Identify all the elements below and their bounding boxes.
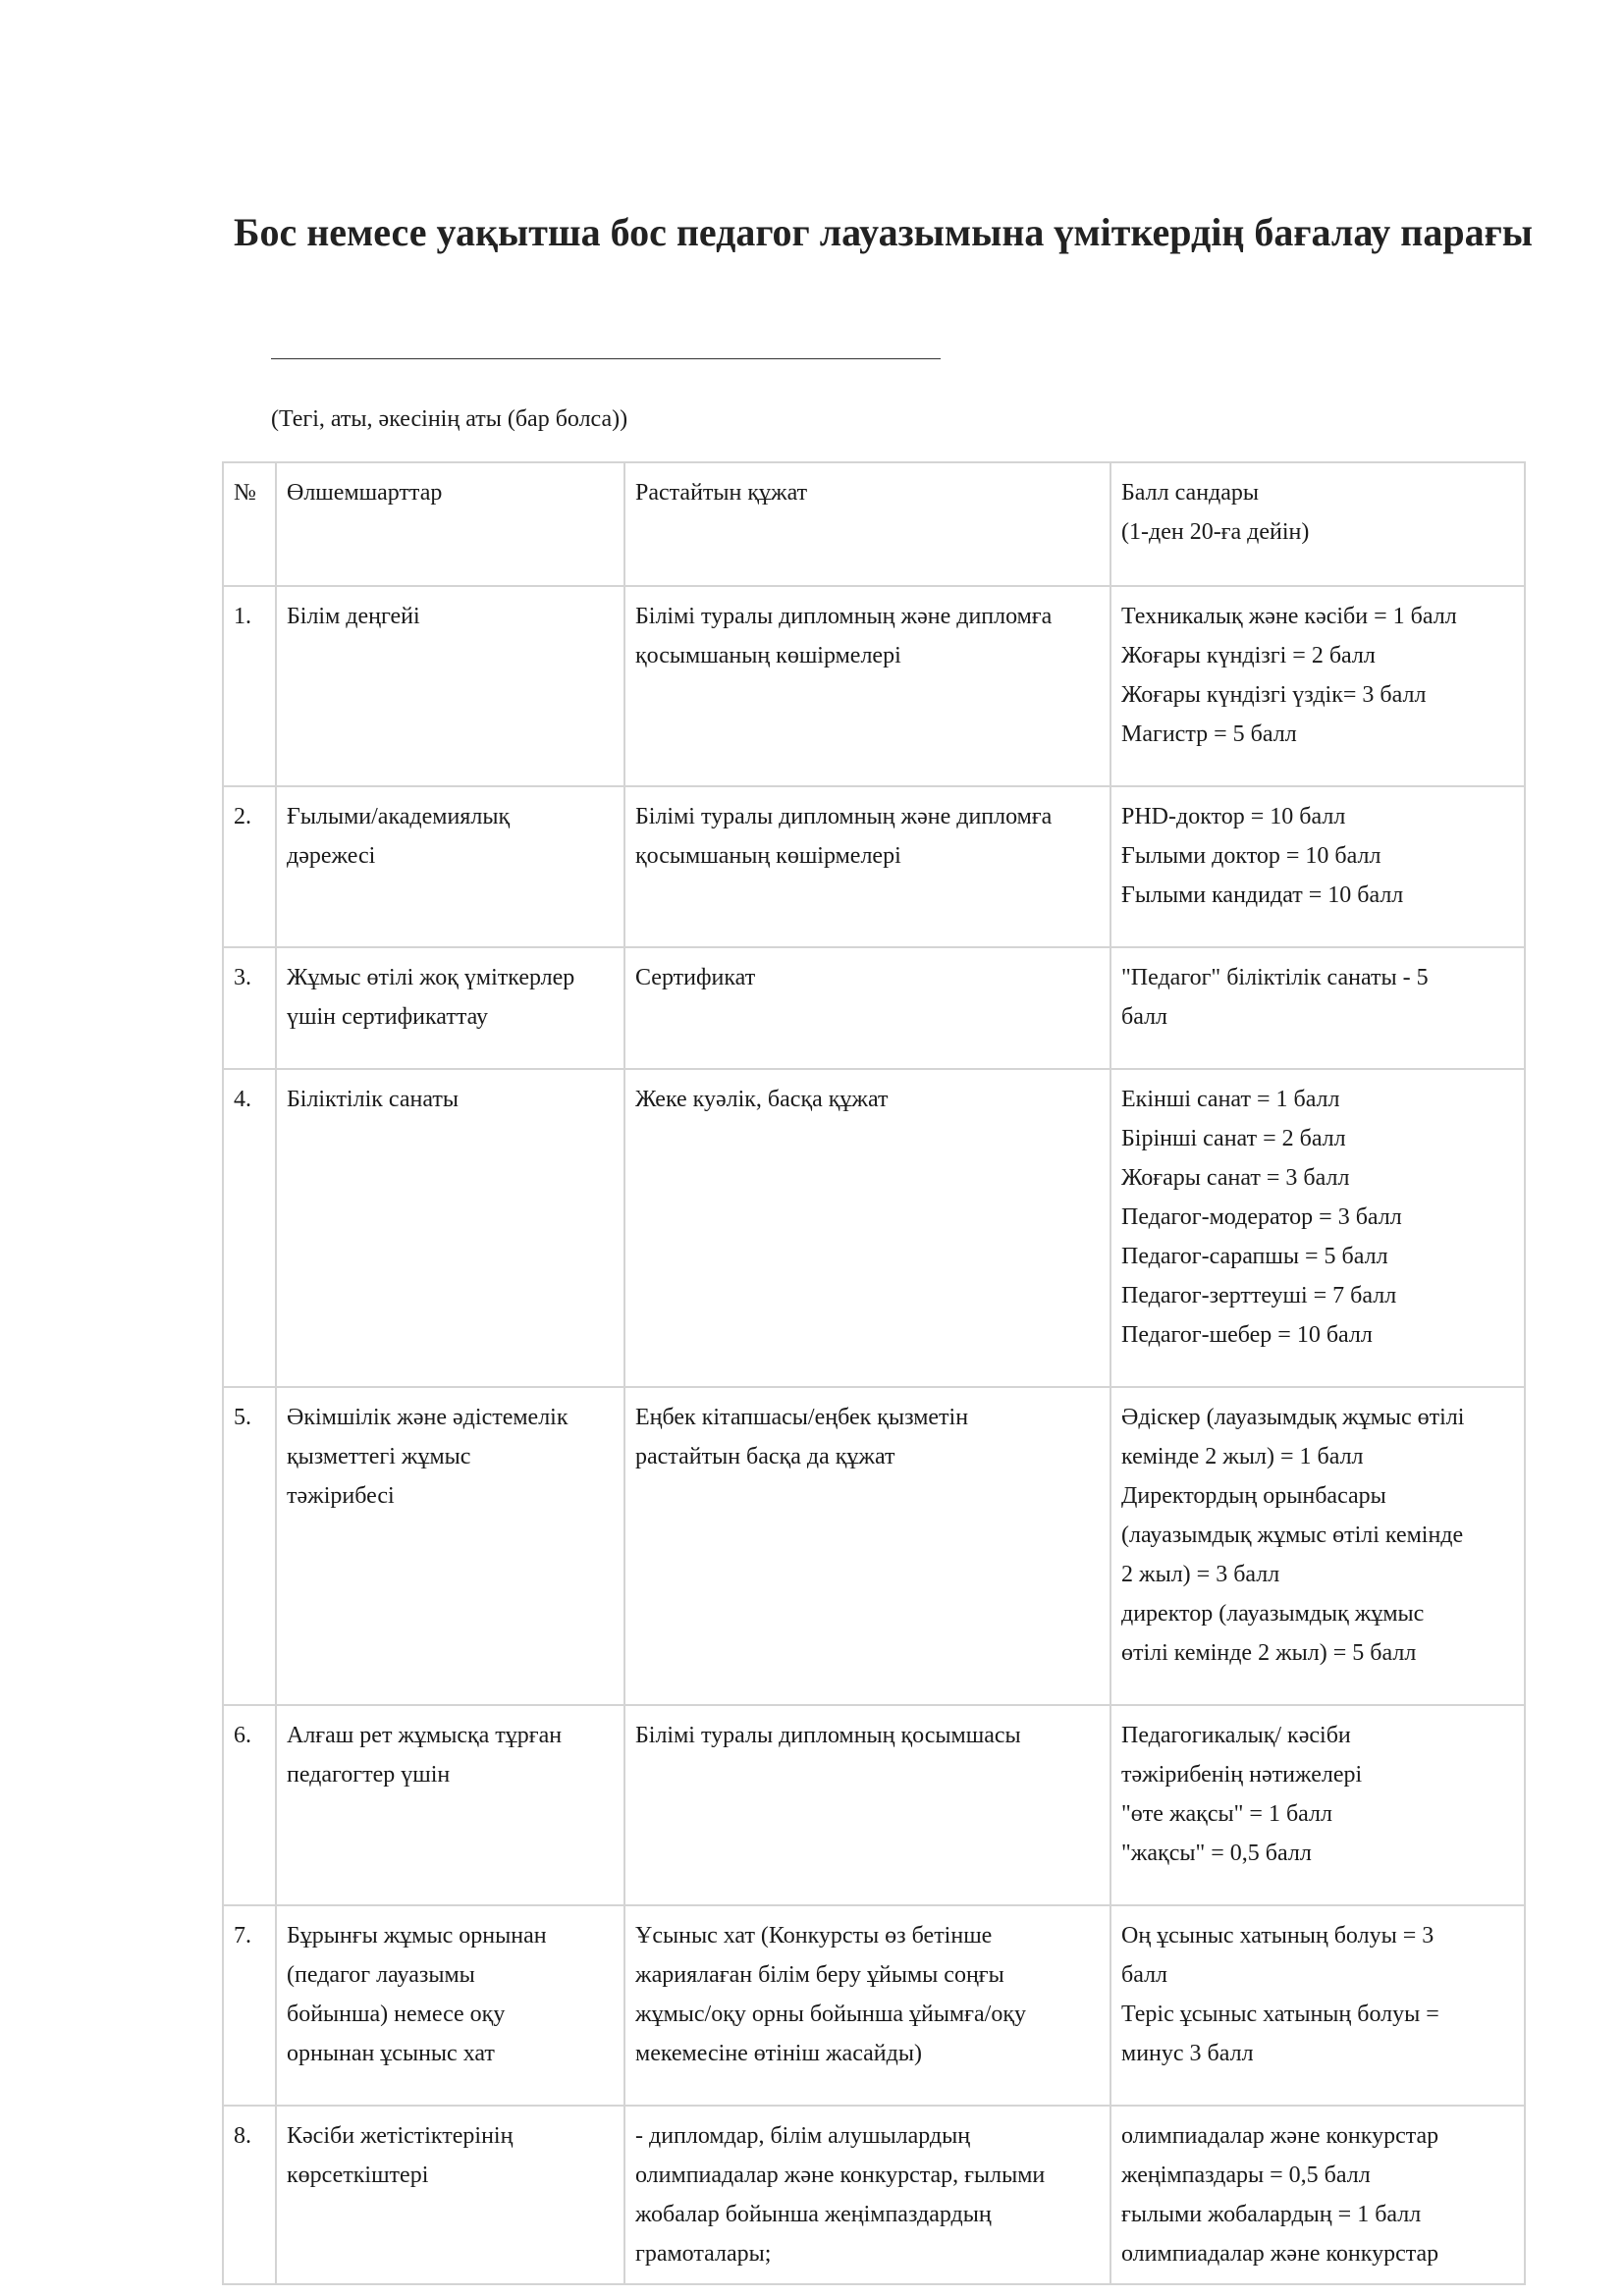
points-line: балл bbox=[1121, 1962, 1168, 1988]
row-points-cell bbox=[1110, 786, 1525, 947]
points-line: өтілі кемінде 2 жыл) = 5 балл bbox=[1121, 1640, 1417, 1666]
row-criteria-cell bbox=[276, 1905, 624, 2106]
row-number: 7. bbox=[234, 1923, 251, 1949]
document-line: мекемесіне өтініш жасайды) bbox=[635, 2041, 922, 2066]
criteria-line: Білім деңгейі bbox=[287, 604, 420, 629]
header-number: № bbox=[223, 462, 276, 586]
row-number-cell bbox=[223, 1069, 276, 1387]
points-line: Жоғары күндізгі = 2 балл bbox=[1121, 643, 1376, 668]
criteria-line: (педагог лауазымы bbox=[287, 1962, 475, 1988]
row-document-cell bbox=[624, 786, 1110, 947]
row-points-cell bbox=[1110, 1069, 1525, 1387]
row-number: 2. bbox=[234, 804, 251, 829]
row-points-cell bbox=[1110, 1705, 1525, 1905]
document-line: Білімі туралы дипломның және дипломға bbox=[635, 604, 1053, 629]
row-points-cell bbox=[1110, 2106, 1525, 2284]
row-points-cell bbox=[1110, 1387, 1525, 1705]
points-line: директор (лауазымдық жұмыс bbox=[1121, 1601, 1425, 1627]
document-line: Жеке куәлік, басқа құжат bbox=[635, 1087, 889, 1112]
points-line: (лауазымдық жұмыс өтілі кемінде bbox=[1121, 1522, 1464, 1548]
points-line: "жақсы" = 0,5 балл bbox=[1121, 1841, 1312, 1866]
points-line: Директордың орынбасары bbox=[1121, 1483, 1386, 1509]
points-line: PHD-доктор = 10 балл bbox=[1121, 804, 1346, 829]
header-criteria: Өлшемшарттар bbox=[276, 462, 624, 586]
points-line: Педагог-модератор = 3 балл bbox=[1121, 1204, 1402, 1230]
document-line: қосымшаның көшірмелері bbox=[635, 643, 901, 668]
table-row bbox=[223, 947, 1525, 1069]
header-points: Балл сандары (1-ден 20-ға дейін) bbox=[1110, 462, 1525, 586]
row-number: 8. bbox=[234, 2123, 251, 2149]
points-line: "өте жақсы" = 1 балл bbox=[1121, 1801, 1332, 1827]
criteria-line: Әкімшілік және әдістемелік bbox=[287, 1405, 568, 1430]
name-signature-line bbox=[271, 358, 941, 359]
points-line: "Педагог" біліктілік санаты - 5 bbox=[1121, 965, 1429, 990]
document-line: - дипломдар, білім алушылардың bbox=[635, 2123, 971, 2149]
page-title: Бос немесе уақытша бос педагог лауазымына үміткердің бағалау парағы bbox=[234, 210, 1533, 254]
criteria-line: орнынан ұсыныс хат bbox=[287, 2041, 495, 2066]
points-line: Ғылыми кандидат = 10 балл bbox=[1121, 882, 1404, 908]
evaluation-table bbox=[222, 461, 1526, 2285]
table-row bbox=[223, 2106, 1525, 2284]
document-line: олимпиадалар және конкурстар, ғылыми bbox=[635, 2163, 1046, 2188]
row-criteria-cell bbox=[276, 786, 624, 947]
criteria-line: дәрежесі bbox=[287, 843, 376, 869]
points-line: тәжірибенің нәтижелері bbox=[1121, 1762, 1363, 1788]
row-number-cell bbox=[223, 1905, 276, 2106]
row-number-cell bbox=[223, 786, 276, 947]
row-document-cell bbox=[624, 586, 1110, 786]
criteria-line: Жұмыс өтілі жоқ үміткерлер bbox=[287, 965, 575, 990]
points-line: Жоғары күндізгі үздік= 3 балл bbox=[1121, 682, 1427, 708]
criteria-line: Ғылыми/академиялық bbox=[287, 804, 511, 829]
row-criteria-cell bbox=[276, 1069, 624, 1387]
document-line: грамоталары; bbox=[635, 2241, 772, 2267]
points-line: Магистр = 5 балл bbox=[1121, 721, 1297, 747]
document-line: жариялаған білім беру ұйымы соңғы bbox=[635, 1962, 1004, 1988]
criteria-line: үшін сертификаттау bbox=[287, 1004, 489, 1030]
document-line: жобалар бойынша жеңімпаздардың bbox=[635, 2202, 992, 2227]
criteria-line: қызметтегі жұмыс bbox=[287, 1444, 471, 1469]
row-document-cell bbox=[624, 2106, 1110, 2284]
document-line: Еңбек кітапшасы/еңбек қызметін bbox=[635, 1405, 969, 1430]
criteria-line: Біліктілік санаты bbox=[287, 1087, 459, 1112]
criteria-line: Алғаш рет жұмысқа тұрған bbox=[287, 1723, 563, 1748]
points-line: Педагог-шебер = 10 балл bbox=[1121, 1322, 1373, 1348]
table-row bbox=[223, 1387, 1525, 1705]
criteria-line: Бұрынғы жұмыс орнынан bbox=[287, 1923, 547, 1949]
row-document-cell bbox=[624, 947, 1110, 1069]
table-row bbox=[223, 786, 1525, 947]
points-line: олимпиадалар және конкурстар bbox=[1121, 2241, 1439, 2267]
table-row bbox=[223, 1705, 1525, 1905]
points-line: балл bbox=[1121, 1004, 1168, 1030]
row-document-cell bbox=[624, 1387, 1110, 1705]
document-line: қосымшаның көшірмелері bbox=[635, 843, 901, 869]
points-line: Техникалық және кәсіби = 1 балл bbox=[1121, 604, 1457, 629]
document-line: Сертификат bbox=[635, 965, 756, 990]
points-line: Жоғары санат = 3 балл bbox=[1121, 1165, 1350, 1191]
row-number-cell bbox=[223, 2106, 276, 2284]
row-number-cell bbox=[223, 586, 276, 786]
points-line: Оң ұсыныс хатының болуы = 3 bbox=[1121, 1923, 1435, 1949]
points-line: Педагог-зерттеуші = 7 балл bbox=[1121, 1283, 1397, 1308]
row-criteria-cell bbox=[276, 1705, 624, 1905]
criteria-line: көрсеткіштері bbox=[287, 2163, 429, 2188]
points-line: Бірінші санат = 2 балл bbox=[1121, 1126, 1346, 1151]
points-line: Педагог-сарапшы = 5 балл bbox=[1121, 1244, 1388, 1269]
document-line: Білімі туралы дипломның және дипломға bbox=[635, 804, 1053, 829]
points-line: жеңімпаздары = 0,5 балл bbox=[1121, 2163, 1371, 2188]
points-line: минус 3 балл bbox=[1121, 2041, 1254, 2066]
points-line: Теріс ұсыныс хатының болуы = bbox=[1121, 2002, 1439, 2027]
document-line: жұмыс/оқу орны бойынша ұйымға/оқу bbox=[635, 2002, 1026, 2027]
document-line: Білімі туралы дипломның қосымшасы bbox=[635, 1723, 1021, 1748]
row-number: 1. bbox=[234, 604, 251, 629]
points-line: Екінші санат = 1 балл bbox=[1121, 1087, 1340, 1112]
points-line: 2 жыл) = 3 балл bbox=[1121, 1562, 1280, 1587]
table-row bbox=[223, 586, 1525, 786]
row-number-cell bbox=[223, 947, 276, 1069]
table-row bbox=[223, 1905, 1525, 2106]
name-caption: (Тегі, аты, әкесінің аты (бар болса)) bbox=[271, 406, 628, 432]
row-number-cell bbox=[223, 1387, 276, 1705]
header-document: Растайтын құжат bbox=[624, 462, 1110, 586]
criteria-line: педагогтер үшін bbox=[287, 1762, 451, 1788]
row-number: 5. bbox=[234, 1405, 251, 1430]
row-criteria-cell bbox=[276, 947, 624, 1069]
criteria-line: тәжірибесі bbox=[287, 1483, 395, 1509]
row-number: 3. bbox=[234, 965, 251, 990]
points-line: Әдіскер (лауазымдық жұмыс өтілі bbox=[1121, 1405, 1465, 1430]
points-line: Ғылыми доктор = 10 балл bbox=[1121, 843, 1381, 869]
document-line: Ұсыныс хат (Конкурсты өз бетінше bbox=[635, 1923, 993, 1949]
points-line: кемінде 2 жыл) = 1 балл bbox=[1121, 1444, 1364, 1469]
table-row bbox=[223, 1069, 1525, 1387]
row-number: 4. bbox=[234, 1087, 251, 1112]
criteria-line: Кәсіби жетістіктерінің bbox=[287, 2123, 514, 2149]
row-criteria-cell bbox=[276, 586, 624, 786]
row-criteria-cell bbox=[276, 2106, 624, 2284]
row-number-cell bbox=[223, 1705, 276, 1905]
points-line: Педагогикалық/ кәсіби bbox=[1121, 1723, 1351, 1748]
row-points-cell bbox=[1110, 586, 1525, 786]
row-points-cell bbox=[1110, 947, 1525, 1069]
points-line: ғылыми жобалардың = 1 балл bbox=[1121, 2202, 1422, 2227]
row-document-cell bbox=[624, 1905, 1110, 2106]
row-criteria-cell bbox=[276, 1387, 624, 1705]
row-document-cell bbox=[624, 1705, 1110, 1905]
row-points-cell bbox=[1110, 1905, 1525, 2106]
row-number: 6. bbox=[234, 1723, 251, 1748]
points-line: олимпиадалар және конкурстар bbox=[1121, 2123, 1439, 2149]
criteria-line: бойынша) немесе оқу bbox=[287, 2002, 506, 2027]
document-line: растайтын басқа да құжат bbox=[635, 1444, 895, 1469]
table-header-row bbox=[223, 462, 1525, 586]
row-document-cell bbox=[624, 1069, 1110, 1387]
